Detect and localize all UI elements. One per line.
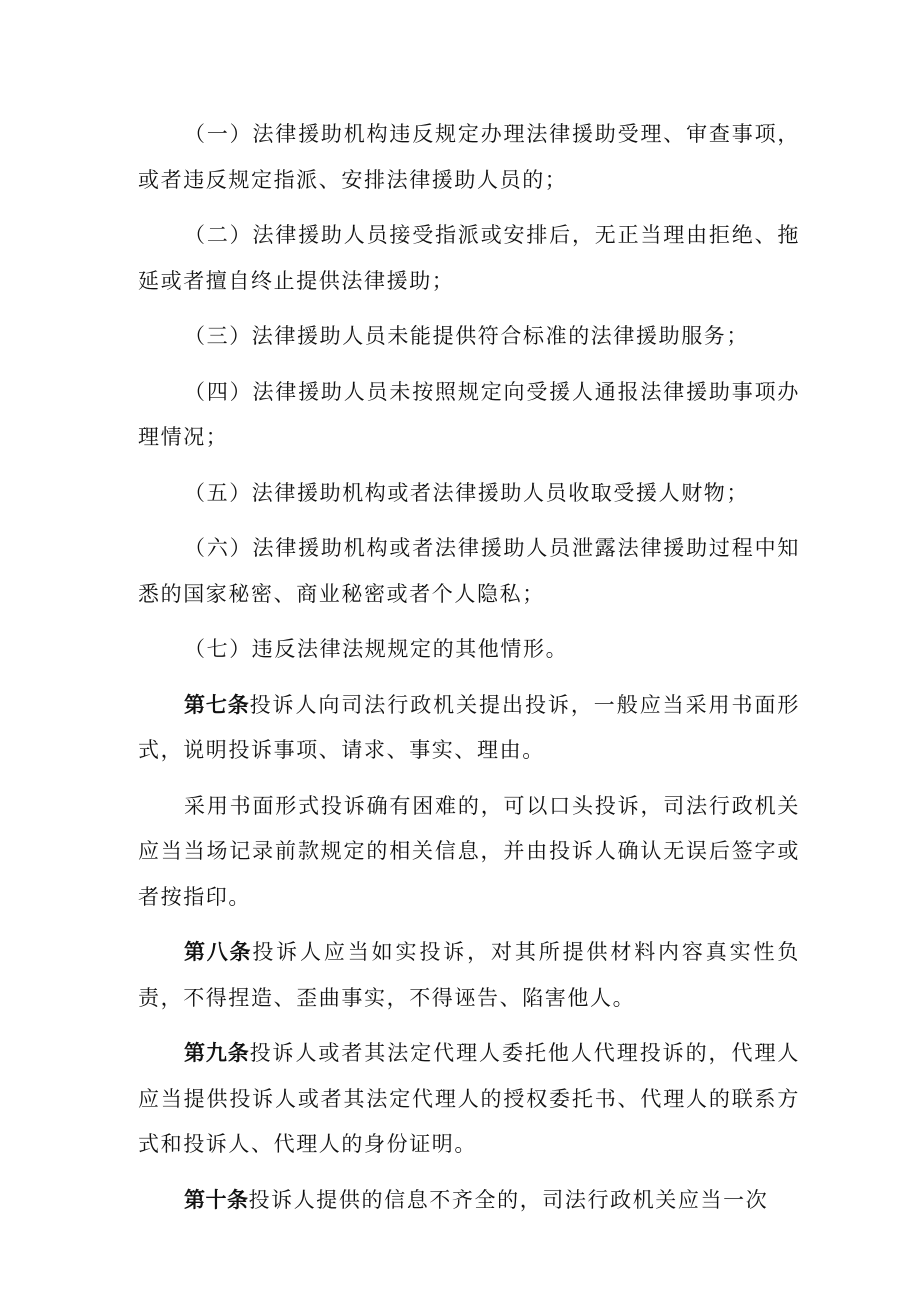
list-item-7: （七）违反法律法规规定的其他情形。 [184,637,569,661]
article-8-label: 第八条 [184,940,253,964]
article-9-text: 投诉人或者其法定代理人委托他人代理投诉的，代理人应当提供投诉人或者其法定代理人的授权委托书、代理人的联系方式和投诉人、代理人的身份证明。 [138,1041,801,1156]
list-item-4: （四）法律援助人员未按照规定向受援人通报法律援助事项办理情况； [138,379,800,449]
article-9-label: 第九条 [184,1041,250,1065]
article-7-text: 投诉人向司法行政机关提出投诉，一般应当采用书面形式，说明投诉事项、请求、事实、理由。 [138,692,801,762]
article-7-paragraph-2: 采用书面形式投诉确有困难的，可以口头投诉，司法行政机关应当当场记录前款规定的相关信息，并由投诉人确认无误后签字或者按指印。 [138,793,800,909]
article-8-text: 投诉人应当如实投诉，对其所提供材料内容真实性负责，不得捏造、歪曲事实，不得诬告、陷害他人。 [138,940,800,1010]
article-10-label: 第十条 [184,1187,249,1212]
article-8-paragraph [138,930,800,1021]
article-7-paragraph [138,683,800,774]
list-item-3: （三）法律援助人员未能提供符合标准的法律援助服务； [184,324,749,348]
document-page [138,112,800,1233]
list-item-6: （六）法律援助机构或者法律援助人员泄露法律援助过程中知悉的国家秘密、商业秘密或者个人隐私； [138,536,800,606]
article-9-paragraph [138,1031,800,1168]
article-10-text: 投诉人提供的信息不齐全的，司法行政机关应当一次 [248,1187,769,1212]
article-7-label: 第七条 [184,692,250,717]
article-10-paragraph [138,1178,800,1224]
list-item-2: （二）法律援助人员接受指派或安排后，无正当理由拒绝、拖延或者擅自终止提供法律援助； [138,223,800,293]
list-item-5: （五）法律援助机构或者法律援助人员收取受援人财物； [184,480,749,505]
list-item-1: （一）法律援助机构违反规定办理法律援助受理、审查事项，或者违反规定指派、安排法律援助人员的； [138,122,800,192]
